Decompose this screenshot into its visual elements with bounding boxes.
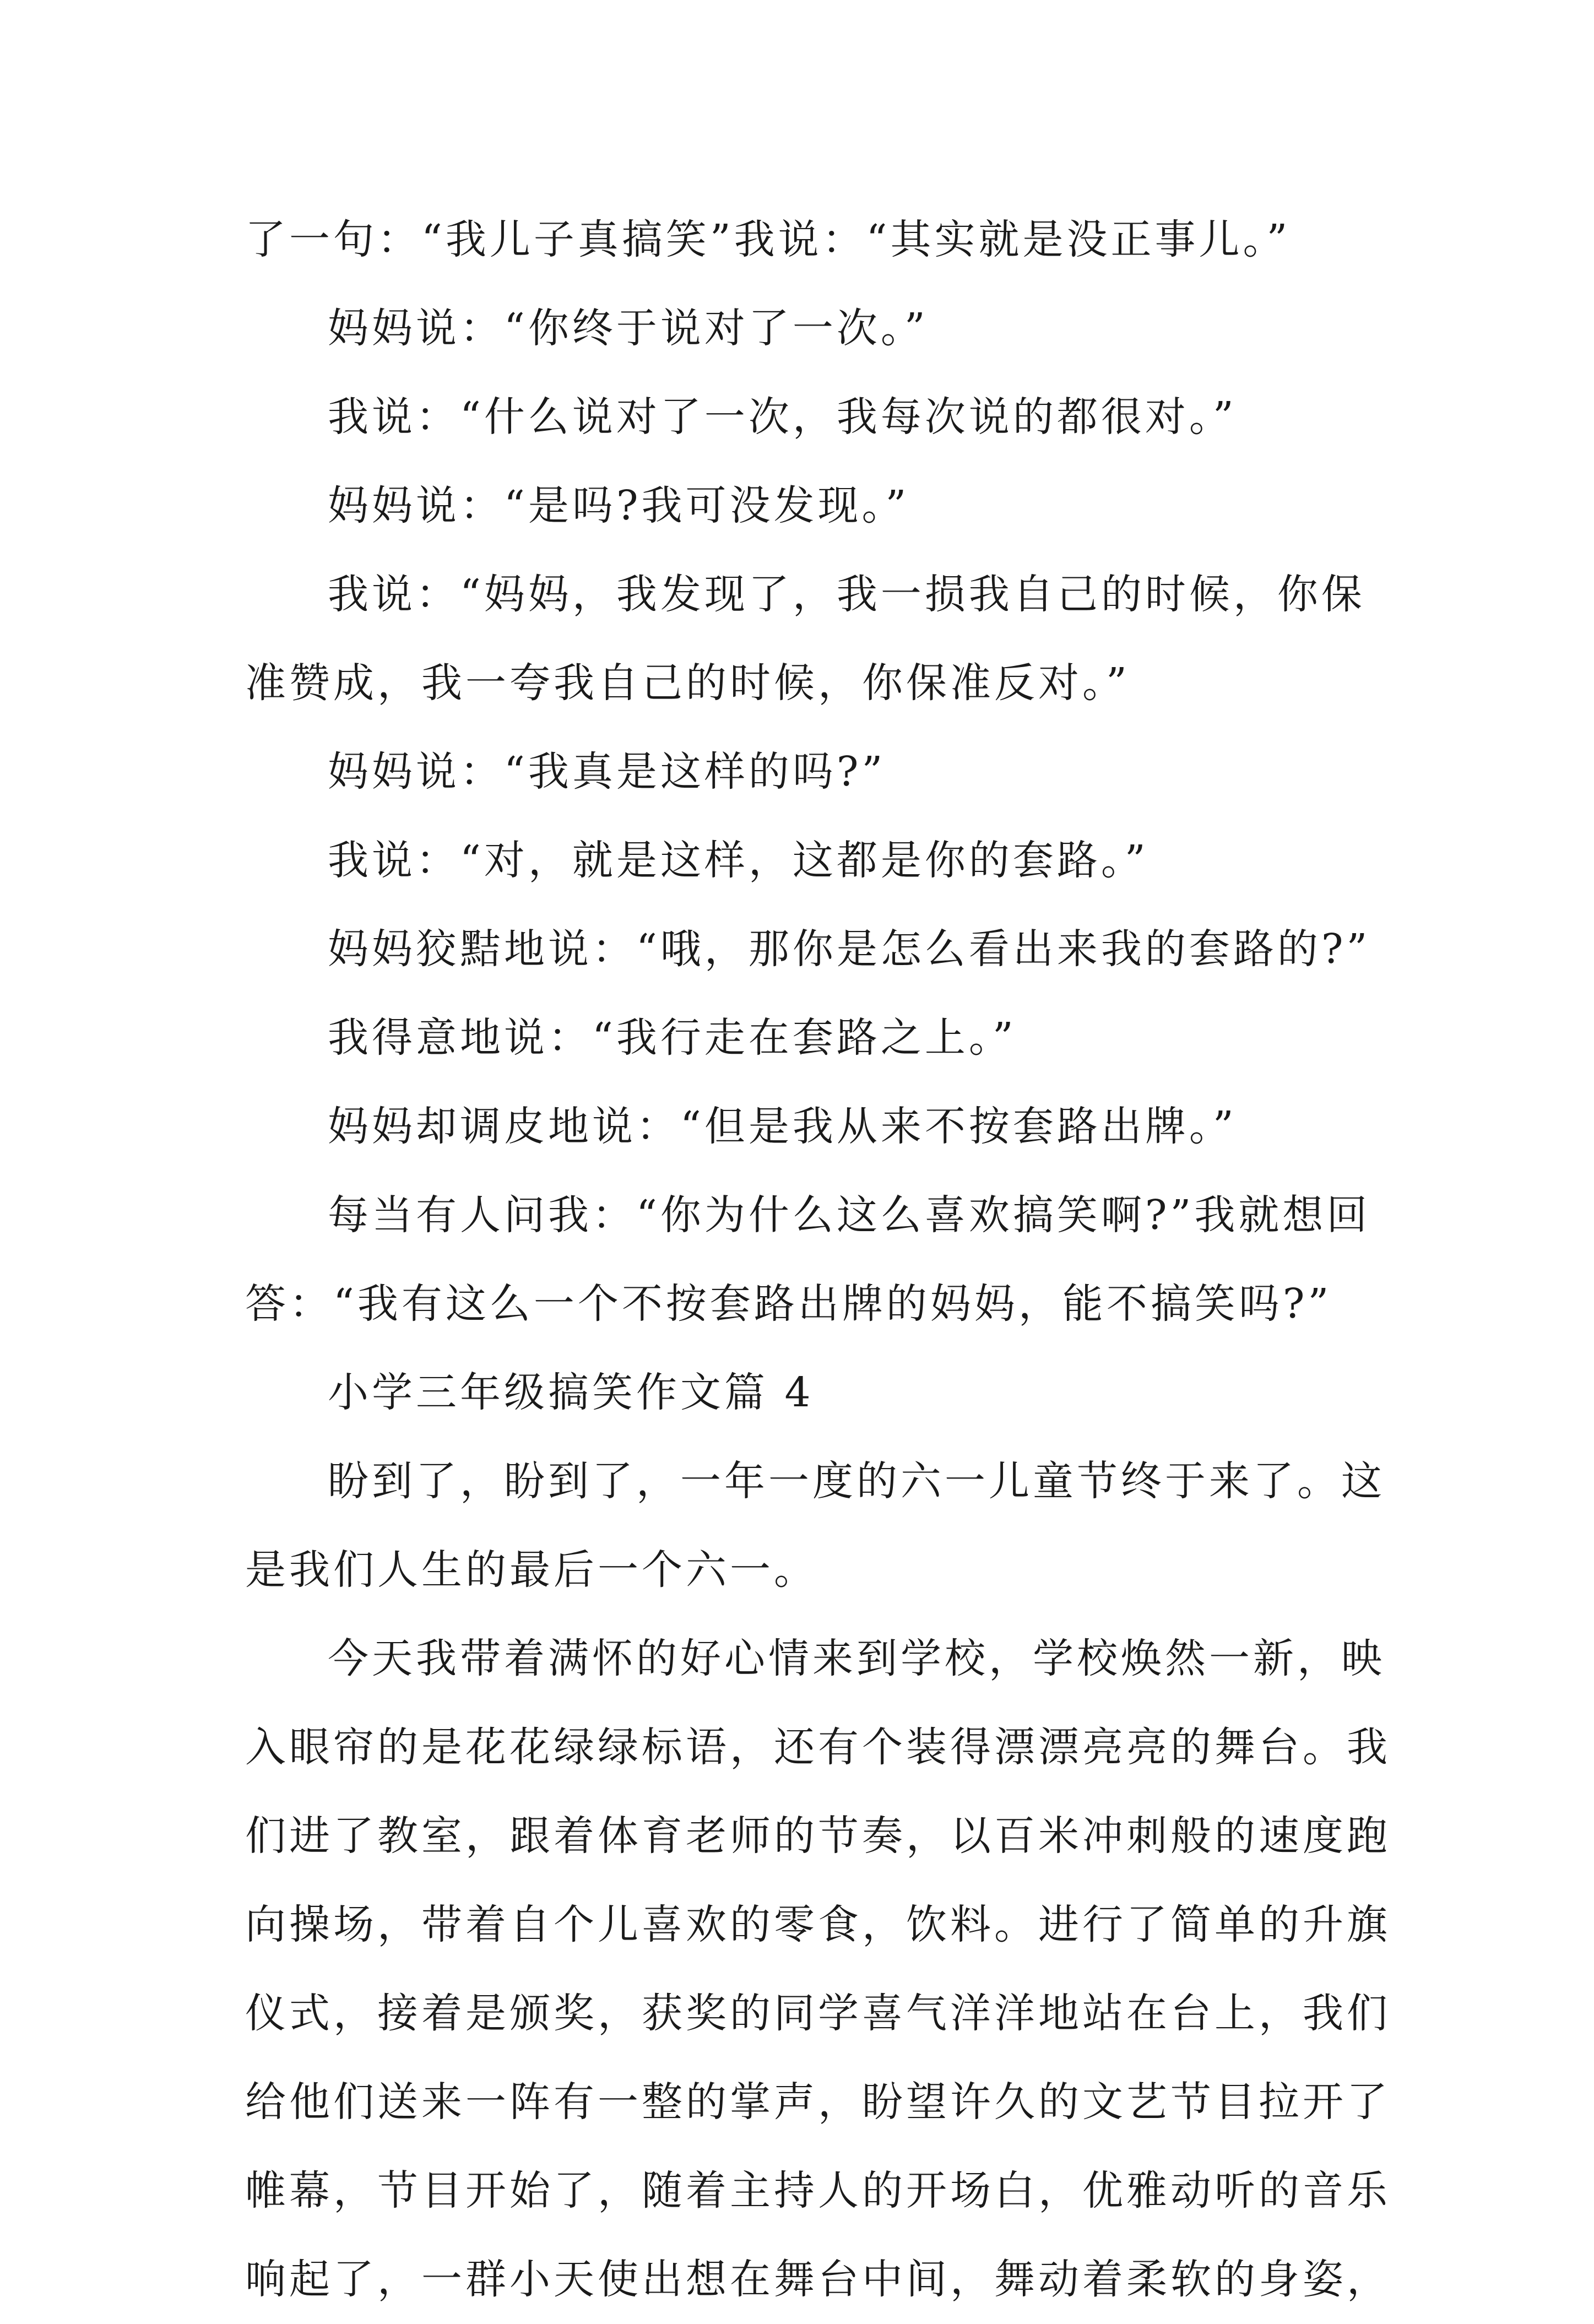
text-line: 响起了，一群小天使出想在舞台中间，舞动着柔软的身姿， [245,2256,1391,2303]
text-line: 今天我带着满怀的好心情来到学校，学校焕然一新，映 [328,1635,1385,1682]
text-line: 我说：“妈妈，我发现了，我一损我自己的时候，你保 [328,571,1365,618]
text-line: 我得意地说：“我行走在套路之上。” [328,1014,1017,1061]
text-line: 是我们人生的最后一个六一。 [245,1546,818,1594]
text-line: 妈妈说：“是吗?我可没发现。” [328,482,910,529]
text-line: 妈妈狡黠地说：“哦，那你是怎么看出来我的套路的?” [328,925,1371,973]
text-line: 仪式，接着是颁奖，获奖的同学喜气洋洋地站在台上，我们 [245,1990,1391,2037]
text-line: 我说：“对，就是这样，这都是你的套路。” [328,837,1149,884]
text-line: 入眼帘的是花花绿绿标语，还有个装得漂漂亮亮的舞台。我 [245,1724,1391,1771]
text-line: 妈妈说：“你终于说对了一次。” [328,305,929,352]
text-line: 了一句：“我儿子真搞笑”我说：“其实就是没正事儿。” [245,216,1291,263]
text-line: 准赞成，我一夸我自己的时候，你保准反对。” [245,659,1130,707]
text-line: 妈妈说：“我真是这样的吗?” [328,748,886,795]
essay-body [245,196,1391,2324]
text-line: 给他们送来一阵有一整的掌声，盼望许久的文艺节目拉开了 [245,2078,1391,2126]
text-line: 我说：“什么说对了一次，我每次说的都很对。” [328,393,1237,441]
text-line: 帷幕，节目开始了，随着主持人的开场白，优雅动听的音乐 [245,2167,1391,2214]
text-line: 们进了教室，跟着体育老师的节奏，以百米冲刺般的速度跑 [245,1812,1391,1860]
text-line: 每当有人问我：“你为什么这么喜欢搞笑啊?”我就想回 [328,1191,1371,1239]
text-line: 盼到了，盼到了，一年一度的六一儿童节终于来了。这 [328,1458,1385,1505]
text-line: 答：“我有这么一个不按套路出牌的妈妈，能不搞笑吗?” [245,1280,1332,1328]
text-line: 向操场，带着自个儿喜欢的零食，饮料。进行了简单的升旗 [245,1901,1391,1948]
section-heading: 小学三年级搞笑作文篇 4 [328,1369,814,1416]
text-line: 妈妈却调皮地说：“但是我从来不按套路出牌。” [328,1103,1237,1150]
